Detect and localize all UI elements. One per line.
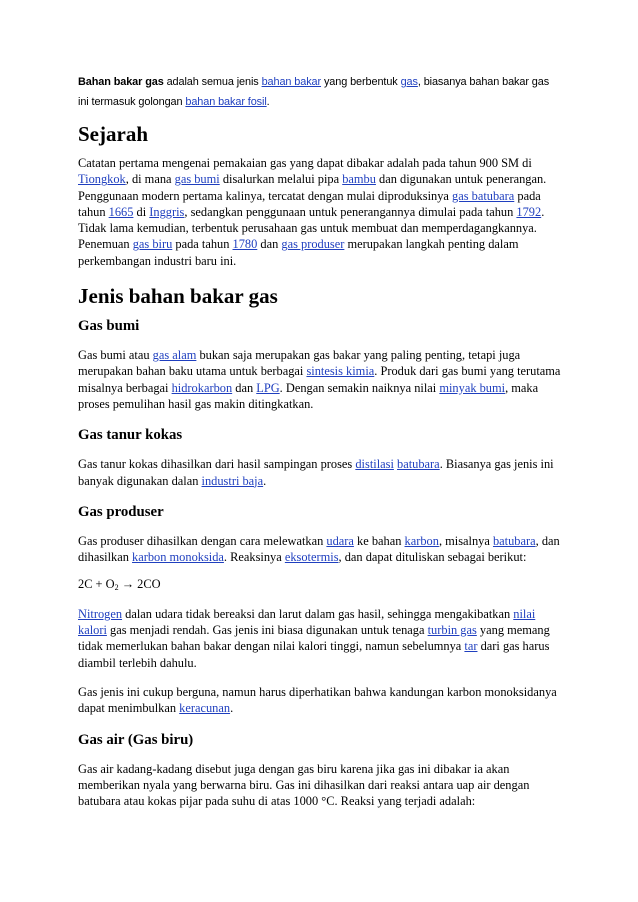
reaction-equation: [78, 576, 562, 592]
sejarah-text: , sedangkan penggunaan untuk penerangannya dimulai pada tahun: [184, 204, 517, 219]
link-keracunan[interactable]: keracunan: [179, 701, 231, 716]
nitrogen-text: dalan udara tidak bereaksi dan larut dalam gas hasil, sehingga mengakibatkan: [122, 606, 514, 621]
intro-paragraph: [78, 72, 562, 112]
keracunan-text: .: [230, 701, 234, 716]
paragraph-gas-bumi: [78, 347, 562, 412]
link-tiongkok[interactable]: Tiongkok: [78, 172, 126, 187]
link-eksotermis[interactable]: eksotermis: [284, 550, 339, 565]
sejarah-text: merupakan langkah penting dalam perkembangan industri baru ini.: [78, 237, 519, 268]
sejarah-text: disalurkan melalui pipa: [219, 172, 343, 187]
link-karbon-monoksida[interactable]: karbon monoksida: [132, 550, 224, 565]
gas-tanur-text: .: [263, 473, 267, 488]
link-1792[interactable]: 1792: [516, 204, 542, 219]
intro-text: .: [266, 96, 270, 108]
paragraph-gas-air: Gas air kadang-kadang disebut juga dengan gas biru karena jika gas ini dibakar ia akan memberikan nyala yang berwarna biru. Gas ini dihasilkan dari reaksi antara uap air dengan batubara atau kokas pijar pada suhu di atas 1000 °C. Reaksi yang terjadi adalah:: [78, 761, 530, 809]
paragraph-sejarah: [78, 155, 562, 269]
paragraph-keracunan: [78, 684, 562, 717]
heading-gas-tanur-kokas: Gas tanur kokas: [78, 427, 183, 444]
heading-gas-air: Gas air (Gas biru): [78, 731, 194, 748]
intro-text: yang berbentuk: [321, 76, 401, 88]
gas-produser-text: , dan dapat dituliskan sebagai berikut:: [338, 550, 527, 565]
nitrogen-text: dari gas harus diambil terlebih dahulu.: [78, 639, 550, 670]
link-minyak-bumi[interactable]: minyak bumi: [439, 380, 506, 395]
link-gas-produser[interactable]: gas produser: [281, 237, 345, 252]
intro-term: Bahan bakar gas: [78, 76, 164, 88]
sejarah-text: , di mana: [125, 172, 175, 187]
equation-part: 2C + O: [78, 577, 115, 592]
gas-tanur-text: Gas tanur kokas dihasilkan dari hasil sampingan proses: [78, 457, 356, 472]
intro-text: adalah semua jenis: [163, 76, 262, 88]
intro-text: , biasanya bahan bakar gas ini termasuk golongan: [78, 76, 550, 108]
gas-bumi-text: bukan saja merupakan gas bakar yang paling penting, tetapi juga merupakan bahan baku utama untuk berbagai: [78, 348, 521, 379]
link-sintesis-kimia[interactable]: sintesis kimia: [306, 364, 375, 379]
heading-gas-bumi: Gas bumi: [78, 318, 140, 335]
link-bahan-bakar-fosil[interactable]: bahan bakar fosil: [185, 96, 267, 108]
equation-subscript: 2: [114, 583, 119, 593]
link-gas-biru[interactable]: gas biru: [132, 237, 173, 252]
paragraph-gas-produser: [78, 533, 562, 566]
gas-tanur-text: . Biasanya gas jenis ini banyak digunakan dalan: [78, 457, 554, 488]
link-tar[interactable]: tar: [464, 639, 478, 654]
link-industri-baja[interactable]: industri baja: [201, 473, 264, 488]
link-bahan-bakar[interactable]: bahan bakar: [261, 76, 322, 88]
paragraph-nitrogen: [78, 606, 562, 671]
link-gas-alam[interactable]: gas alam: [152, 348, 197, 363]
heading-gas-produser: Gas produser: [78, 503, 164, 520]
gas-produser-text: , misalnya: [438, 533, 493, 548]
link-1780[interactable]: 1780: [232, 237, 258, 252]
sejarah-text: dan: [257, 237, 282, 252]
link-batubara[interactable]: batubara: [492, 533, 536, 548]
link-turbin-gas[interactable]: turbin gas: [427, 623, 477, 638]
gas-bumi-text: dan: [232, 380, 257, 395]
nitrogen-text: yang memang tidak memerlukan bahan bakar dengan nilai kalori tinggi, namun sebelumnya: [78, 623, 550, 654]
link-udara[interactable]: udara: [326, 533, 354, 548]
gas-bumi-text: Gas bumi atau: [78, 348, 153, 363]
gas-produser-text: ke bahan: [353, 533, 405, 548]
sejarah-text: Catatan pertama mengenai pemakaian gas yang dapat dibakar adalah pada tahun 900 SM di: [78, 156, 532, 170]
sejarah-text: pada tahun: [172, 237, 233, 252]
link-nilai-kalori[interactable]: nilai kalori: [78, 606, 536, 638]
document-page: [78, 72, 562, 809]
gas-bumi-text: , maka proses pemulihan hasil gas makin ditingkatkan.: [78, 380, 539, 411]
link-gas-bumi[interactable]: gas bumi: [174, 172, 220, 187]
gas-produser-text: . Reaksinya: [223, 550, 285, 565]
link-bambu[interactable]: bambu: [342, 172, 376, 187]
gas-produser-text: Gas produser dihasilkan dengan cara melewatkan: [78, 533, 327, 548]
link-karbon[interactable]: karbon: [404, 533, 439, 548]
sejarah-text: di: [133, 204, 150, 219]
link-batubara[interactable]: batubara: [397, 457, 440, 472]
gas-produser-text: , dan dihasilkan: [78, 533, 560, 565]
gas-bumi-text: . Produk dari gas bumi yang terutama misalnya berbagai: [78, 364, 561, 395]
heading-jenis-bahan-bakar-gas: Jenis bahan bakar gas: [78, 284, 278, 309]
link-gas-batubara[interactable]: gas batubara: [452, 188, 515, 203]
keracunan-text: Gas jenis ini cukup berguna, namun harus diperhatikan bahwa kandungan karbon monoksidanya dapat menimbulkan: [78, 684, 557, 716]
gas-bumi-text: . Dengan semakin naiknya nilai: [279, 380, 440, 395]
link-lpg[interactable]: LPG: [256, 380, 280, 395]
link-nitrogen[interactable]: Nitrogen: [78, 606, 123, 621]
link-distilasi[interactable]: distilasi: [355, 457, 394, 472]
link-inggris[interactable]: Inggris: [149, 204, 185, 219]
sejarah-text: dan digunakan untuk penerangan. Penggunaan modern pertama kalinya, tercatat dengan mulai diproduksinya: [78, 172, 547, 203]
link-1665[interactable]: 1665: [108, 204, 134, 219]
sejarah-text: . Tidak lama kemudian, terbentuk perusahaan gas untuk membuat dan memperdagangkannya. Penemuan: [78, 204, 545, 252]
equation-part: → 2CO: [118, 577, 161, 592]
link-gas[interactable]: gas: [400, 76, 418, 88]
sejarah-text: pada tahun: [78, 188, 541, 219]
link-hidrokarbon[interactable]: hidrokarbon: [171, 380, 233, 395]
nitrogen-text: gas menjadi rendah. Gas jenis ini biasa digunakan untuk tenaga: [106, 623, 428, 638]
heading-sejarah: Sejarah: [78, 122, 148, 146]
paragraph-gas-tanur-kokas: [78, 456, 562, 489]
